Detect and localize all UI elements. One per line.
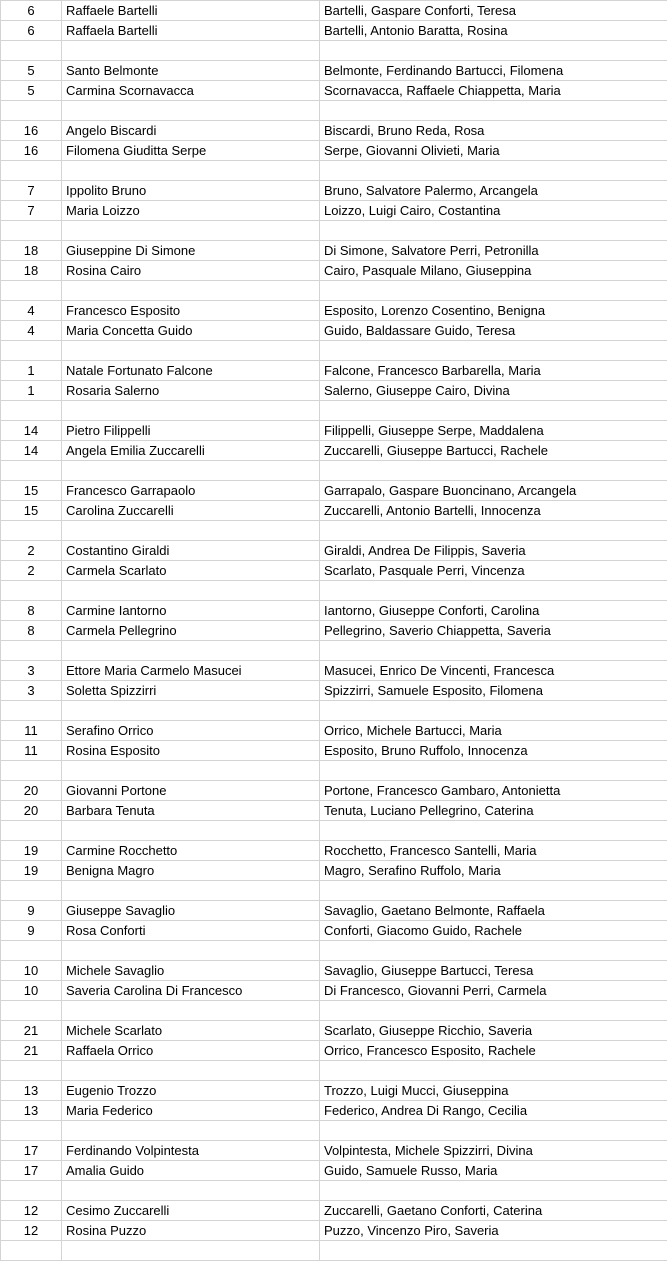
couple-number-cell[interactable]: 8	[1, 621, 62, 641]
table-row	[1, 961, 667, 981]
parents-names-cell[interactable]: Magro, Serafino Ruffolo, Maria	[320, 861, 667, 881]
parents-names-cell[interactable]	[320, 161, 667, 181]
table-row	[1, 1021, 667, 1041]
person-name-cell[interactable]	[62, 1061, 320, 1081]
table-row	[1, 421, 667, 441]
parents-names-cell[interactable]	[320, 1121, 667, 1141]
parents-names-cell[interactable]	[320, 401, 667, 421]
blank-row	[1, 821, 667, 841]
blank-row	[1, 1121, 667, 1141]
couple-number-cell[interactable]: 4	[1, 301, 62, 321]
couple-number-cell[interactable]: 14	[1, 441, 62, 461]
couple-number-cell[interactable]	[1, 161, 62, 181]
couple-number-cell[interactable]: 5	[1, 61, 62, 81]
parents-names-cell[interactable]: Federico, Andrea Di Rango, Cecilia	[320, 1101, 667, 1121]
parents-names-cell[interactable]: Rocchetto, Francesco Santelli, Maria	[320, 841, 667, 861]
parents-names-cell[interactable]: Zuccarelli, Gaetano Conforti, Caterina	[320, 1201, 667, 1221]
table-row	[1, 981, 667, 1001]
person-name-cell[interactable]: Barbara Tenuta	[62, 801, 320, 821]
person-name-cell[interactable]: Francesco Garrapaolo	[62, 481, 320, 501]
person-name-cell[interactable]: Ferdinando Volpintesta	[62, 1141, 320, 1161]
parents-names-cell[interactable]: Trozzo, Luigi Mucci, Giuseppina	[320, 1081, 667, 1101]
parents-names-cell[interactable]: Cairo, Pasquale Milano, Giuseppina	[320, 261, 667, 281]
person-name-cell[interactable]: Michele Savaglio	[62, 961, 320, 981]
person-name-cell[interactable]	[62, 521, 320, 541]
couple-number-cell[interactable]	[1, 641, 62, 661]
couple-number-cell[interactable]: 12	[1, 1221, 62, 1241]
parents-names-cell[interactable]	[320, 701, 667, 721]
table-row	[1, 661, 667, 681]
blank-row	[1, 941, 667, 961]
blank-row	[1, 1061, 667, 1081]
person-name-cell[interactable]: Maria Loizzo	[62, 201, 320, 221]
person-name-cell[interactable]: Giovanni Portone	[62, 781, 320, 801]
parents-names-cell[interactable]: Garrapalo, Gaspare Buoncinano, Arcangela	[320, 481, 667, 501]
person-name-cell[interactable]: Benigna Magro	[62, 861, 320, 881]
person-name-cell[interactable]	[62, 341, 320, 361]
parents-names-cell[interactable]: Falcone, Francesco Barbarella, Maria	[320, 361, 667, 381]
couple-number-cell[interactable]: 9	[1, 901, 62, 921]
person-name-cell[interactable]	[62, 401, 320, 421]
table-row	[1, 841, 667, 861]
table-row	[1, 441, 667, 461]
table-row	[1, 81, 667, 101]
blank-row	[1, 521, 667, 541]
table-row	[1, 1201, 667, 1221]
couple-number-cell[interactable]	[1, 281, 62, 301]
blank-row	[1, 701, 667, 721]
couple-number-cell[interactable]	[1, 881, 62, 901]
couple-number-cell[interactable]: 15	[1, 481, 62, 501]
table-row	[1, 601, 667, 621]
parents-names-cell[interactable]	[320, 341, 667, 361]
couple-number-cell[interactable]: 1	[1, 361, 62, 381]
parents-names-cell[interactable]: Savaglio, Gaetano Belmonte, Raffaela	[320, 901, 667, 921]
parents-names-cell[interactable]	[320, 1181, 667, 1201]
parents-names-cell[interactable]: Giraldi, Andrea De Filippis, Saveria	[320, 541, 667, 561]
parents-names-cell[interactable]: Di Simone, Salvatore Perri, Petronilla	[320, 241, 667, 261]
couple-number-cell[interactable]: 5	[1, 81, 62, 101]
parents-names-cell[interactable]: Spizzirri, Samuele Esposito, Filomena	[320, 681, 667, 701]
couple-number-cell[interactable]	[1, 401, 62, 421]
couple-number-cell[interactable]: 9	[1, 921, 62, 941]
table-row	[1, 1221, 667, 1241]
parents-names-cell[interactable]: Orrico, Michele Bartucci, Maria	[320, 721, 667, 741]
person-name-cell[interactable]: Natale Fortunato Falcone	[62, 361, 320, 381]
table-row	[1, 901, 667, 921]
person-name-cell[interactable]: Giuseppe Savaglio	[62, 901, 320, 921]
blank-row	[1, 881, 667, 901]
person-name-cell[interactable]	[62, 1241, 320, 1261]
couple-number-cell[interactable]: 3	[1, 681, 62, 701]
couple-number-cell[interactable]: 20	[1, 781, 62, 801]
person-name-cell[interactable]: Raffaele Bartelli	[62, 1, 320, 21]
table-row	[1, 121, 667, 141]
table-row	[1, 201, 667, 221]
blank-row	[1, 761, 667, 781]
parents-names-cell[interactable]	[320, 821, 667, 841]
blank-row	[1, 1001, 667, 1021]
parents-names-cell[interactable]: Di Francesco, Giovanni Perri, Carmela	[320, 981, 667, 1001]
table-row	[1, 21, 667, 41]
person-name-cell[interactable]: Maria Concetta Guido	[62, 321, 320, 341]
parents-names-cell[interactable]: Zuccarelli, Giuseppe Bartucci, Rachele	[320, 441, 667, 461]
table-row	[1, 181, 667, 201]
couple-number-cell[interactable]: 18	[1, 241, 62, 261]
person-name-cell[interactable]	[62, 761, 320, 781]
person-name-cell[interactable]: Cesimo Zuccarelli	[62, 1201, 320, 1221]
person-name-cell[interactable]: Rosaria Salerno	[62, 381, 320, 401]
blank-row	[1, 461, 667, 481]
parents-names-cell[interactable]: Scarlato, Giuseppe Ricchio, Saveria	[320, 1021, 667, 1041]
person-name-cell[interactable]	[62, 701, 320, 721]
couple-number-cell[interactable]: 6	[1, 21, 62, 41]
parents-names-cell[interactable]: Orrico, Francesco Esposito, Rachele	[320, 1041, 667, 1061]
couple-number-cell[interactable]: 13	[1, 1081, 62, 1101]
parents-names-cell[interactable]: Masucei, Enrico De Vincenti, Francesca	[320, 661, 667, 681]
person-name-cell[interactable]: Rosina Cairo	[62, 261, 320, 281]
person-name-cell[interactable]	[62, 101, 320, 121]
table-row	[1, 141, 667, 161]
table-row	[1, 921, 667, 941]
couple-number-cell[interactable]	[1, 1181, 62, 1201]
person-name-cell[interactable]	[62, 1001, 320, 1021]
person-name-cell[interactable]: Carolina Zuccarelli	[62, 501, 320, 521]
couple-number-cell[interactable]: 11	[1, 741, 62, 761]
blank-row	[1, 221, 667, 241]
table-row	[1, 1, 667, 21]
parents-names-cell[interactable]: Portone, Francesco Gambaro, Antonietta	[320, 781, 667, 801]
person-name-cell[interactable]: Angelo Biscardi	[62, 121, 320, 141]
blank-row	[1, 641, 667, 661]
parents-names-cell[interactable]: Guido, Samuele Russo, Maria	[320, 1161, 667, 1181]
couple-number-cell[interactable]: 7	[1, 181, 62, 201]
couple-number-cell[interactable]	[1, 1061, 62, 1081]
couple-number-cell[interactable]: 17	[1, 1141, 62, 1161]
person-name-cell[interactable]	[62, 881, 320, 901]
person-name-cell[interactable]: Giuseppine Di Simone	[62, 241, 320, 261]
couple-number-cell[interactable]: 14	[1, 421, 62, 441]
blank-row	[1, 341, 667, 361]
parents-names-cell[interactable]	[320, 761, 667, 781]
parents-names-cell[interactable]: Bartelli, Gaspare Conforti, Teresa	[320, 1, 667, 21]
couple-number-cell[interactable]: 3	[1, 661, 62, 681]
person-name-cell[interactable]	[62, 41, 320, 61]
couple-number-cell[interactable]: 11	[1, 721, 62, 741]
table-row	[1, 381, 667, 401]
blank-row	[1, 41, 667, 61]
parents-names-cell[interactable]: Puzzo, Vincenzo Piro, Saveria	[320, 1221, 667, 1241]
couple-number-cell[interactable]: 2	[1, 561, 62, 581]
parents-names-cell[interactable]: Zuccarelli, Antonio Bartelli, Innocenza	[320, 501, 667, 521]
table-row	[1, 621, 667, 641]
parents-names-cell[interactable]: Esposito, Bruno Ruffolo, Innocenza	[320, 741, 667, 761]
parents-names-cell[interactable]	[320, 1241, 667, 1261]
couple-number-cell[interactable]	[1, 941, 62, 961]
couple-number-cell[interactable]: 16	[1, 141, 62, 161]
table-row	[1, 481, 667, 501]
table-row	[1, 681, 667, 701]
parents-names-cell[interactable]: Belmonte, Ferdinando Bartucci, Filomena	[320, 61, 667, 81]
person-name-cell[interactable]: Carmina Scornavacca	[62, 81, 320, 101]
couple-number-cell[interactable]	[1, 341, 62, 361]
parents-names-cell[interactable]: Tenuta, Luciano Pellegrino, Caterina	[320, 801, 667, 821]
table-row	[1, 1041, 667, 1061]
person-name-cell[interactable]	[62, 641, 320, 661]
person-name-cell[interactable]	[62, 221, 320, 241]
table-row	[1, 1101, 667, 1121]
person-name-cell[interactable]	[62, 281, 320, 301]
person-name-cell[interactable]	[62, 941, 320, 961]
parents-names-cell[interactable]	[320, 461, 667, 481]
couple-number-cell[interactable]: 10	[1, 981, 62, 1001]
parents-names-cell[interactable]	[320, 221, 667, 241]
person-name-cell[interactable]: Rosa Conforti	[62, 921, 320, 941]
table-row	[1, 781, 667, 801]
person-name-cell[interactable]	[62, 161, 320, 181]
table-row	[1, 361, 667, 381]
parents-names-cell[interactable]	[320, 521, 667, 541]
person-name-cell[interactable]: Angela Emilia Zuccarelli	[62, 441, 320, 461]
person-name-cell[interactable]	[62, 821, 320, 841]
table-row	[1, 241, 667, 261]
parents-names-cell[interactable]: Salerno, Giuseppe Cairo, Divina	[320, 381, 667, 401]
couple-number-cell[interactable]: 19	[1, 861, 62, 881]
blank-row	[1, 101, 667, 121]
person-name-cell[interactable]	[62, 1121, 320, 1141]
blank-row	[1, 1241, 667, 1261]
parents-names-cell[interactable]: Esposito, Lorenzo Cosentino, Benigna	[320, 301, 667, 321]
parents-names-cell[interactable]	[320, 41, 667, 61]
person-name-cell[interactable]: Saveria Carolina Di Francesco	[62, 981, 320, 1001]
person-name-cell[interactable]: Maria Federico	[62, 1101, 320, 1121]
table-row	[1, 1081, 667, 1101]
couple-number-cell[interactable]: 20	[1, 801, 62, 821]
parents-names-cell[interactable]: Savaglio, Giuseppe Bartucci, Teresa	[320, 961, 667, 981]
table-row	[1, 261, 667, 281]
parents-names-cell[interactable]: Guido, Baldassare Guido, Teresa	[320, 321, 667, 341]
person-name-cell[interactable]: Serafino Orrico	[62, 721, 320, 741]
parents-names-cell[interactable]: Volpintesta, Michele Spizzirri, Divina	[320, 1141, 667, 1161]
person-name-cell[interactable]	[62, 581, 320, 601]
parents-names-cell[interactable]: Loizzo, Luigi Cairo, Costantina	[320, 201, 667, 221]
couple-number-cell[interactable]	[1, 1001, 62, 1021]
person-name-cell[interactable]: Francesco Esposito	[62, 301, 320, 321]
parents-names-cell[interactable]: Bruno, Salvatore Palermo, Arcangela	[320, 181, 667, 201]
couple-number-cell[interactable]	[1, 221, 62, 241]
person-name-cell[interactable]: Pietro Filippelli	[62, 421, 320, 441]
couple-number-cell[interactable]: 10	[1, 961, 62, 981]
couple-number-cell[interactable]: 21	[1, 1021, 62, 1041]
table-row	[1, 861, 667, 881]
couple-number-cell[interactable]: 18	[1, 261, 62, 281]
parents-names-cell[interactable]	[320, 1061, 667, 1081]
blank-row	[1, 581, 667, 601]
parents-names-cell[interactable]: Scarlato, Pasquale Perri, Vincenza	[320, 561, 667, 581]
table-row	[1, 1141, 667, 1161]
table-row	[1, 61, 667, 81]
parents-names-cell[interactable]: Bartelli, Antonio Baratta, Rosina	[320, 21, 667, 41]
blank-row	[1, 1181, 667, 1201]
person-name-cell[interactable]: Michele Scarlato	[62, 1021, 320, 1041]
parents-names-cell[interactable]: Scornavacca, Raffaele Chiappetta, Maria	[320, 81, 667, 101]
person-name-cell[interactable]: Costantino Giraldi	[62, 541, 320, 561]
couple-number-cell[interactable]	[1, 521, 62, 541]
couple-number-cell[interactable]: 12	[1, 1201, 62, 1221]
parents-names-cell[interactable]	[320, 581, 667, 601]
couple-number-cell[interactable]	[1, 101, 62, 121]
person-name-cell[interactable]	[62, 461, 320, 481]
parents-names-cell[interactable]	[320, 281, 667, 301]
person-name-cell[interactable]: Ippolito Bruno	[62, 181, 320, 201]
person-name-cell[interactable]: Rosina Esposito	[62, 741, 320, 761]
couple-number-cell[interactable]: 21	[1, 1041, 62, 1061]
couple-number-cell[interactable]	[1, 1121, 62, 1141]
table-row	[1, 561, 667, 581]
table-row	[1, 801, 667, 821]
couple-number-cell[interactable]	[1, 701, 62, 721]
person-name-cell[interactable]: Soletta Spizzirri	[62, 681, 320, 701]
person-name-cell[interactable]: Carmine Rocchetto	[62, 841, 320, 861]
couple-number-cell[interactable]: 13	[1, 1101, 62, 1121]
couple-number-cell[interactable]: 1	[1, 381, 62, 401]
couple-number-cell[interactable]: 15	[1, 501, 62, 521]
blank-row	[1, 281, 667, 301]
person-name-cell[interactable]	[62, 1181, 320, 1201]
person-name-cell[interactable]: Carmine Iantorno	[62, 601, 320, 621]
parents-names-cell[interactable]	[320, 881, 667, 901]
couple-number-cell[interactable]	[1, 821, 62, 841]
couple-number-cell[interactable]	[1, 761, 62, 781]
parents-names-cell[interactable]: Serpe, Giovanni Olivieti, Maria	[320, 141, 667, 161]
parents-names-cell[interactable]: Biscardi, Bruno Reda, Rosa	[320, 121, 667, 141]
person-name-cell[interactable]: Amalia Guido	[62, 1161, 320, 1181]
couple-number-cell[interactable]	[1, 1241, 62, 1261]
parents-names-cell[interactable]: Conforti, Giacomo Guido, Rachele	[320, 921, 667, 941]
table-row	[1, 541, 667, 561]
couple-number-cell[interactable]: 4	[1, 321, 62, 341]
blank-row	[1, 161, 667, 181]
person-name-cell[interactable]: Santo Belmonte	[62, 61, 320, 81]
couple-number-cell[interactable]	[1, 41, 62, 61]
person-name-cell[interactable]: Filomena Giuditta Serpe	[62, 141, 320, 161]
parents-names-cell[interactable]	[320, 641, 667, 661]
person-name-cell[interactable]: Raffaela Bartelli	[62, 21, 320, 41]
table-row	[1, 721, 667, 741]
table-row	[1, 1161, 667, 1181]
parents-names-cell[interactable]	[320, 101, 667, 121]
person-name-cell[interactable]: Ettore Maria Carmelo Masucei	[62, 661, 320, 681]
person-name-cell[interactable]: Carmela Scarlato	[62, 561, 320, 581]
couple-number-cell[interactable]: 8	[1, 601, 62, 621]
person-name-cell[interactable]: Rosina Puzzo	[62, 1221, 320, 1241]
couple-number-cell[interactable]: 16	[1, 121, 62, 141]
couple-number-cell[interactable]: 17	[1, 1161, 62, 1181]
parents-names-cell[interactable]: Pellegrino, Saverio Chiappetta, Saveria	[320, 621, 667, 641]
person-name-cell[interactable]: Raffaela Orrico	[62, 1041, 320, 1061]
couple-number-cell[interactable]: 6	[1, 1, 62, 21]
person-name-cell[interactable]: Carmela Pellegrino	[62, 621, 320, 641]
table-row	[1, 501, 667, 521]
table-row	[1, 741, 667, 761]
couple-number-cell[interactable]: 7	[1, 201, 62, 221]
person-name-cell[interactable]: Eugenio Trozzo	[62, 1081, 320, 1101]
couple-number-cell[interactable]: 19	[1, 841, 62, 861]
table-row	[1, 301, 667, 321]
couple-number-cell[interactable]: 2	[1, 541, 62, 561]
parents-names-cell[interactable]	[320, 1001, 667, 1021]
parents-names-cell[interactable]: Filippelli, Giuseppe Serpe, Maddalena	[320, 421, 667, 441]
parents-names-cell[interactable]	[320, 941, 667, 961]
parents-names-cell[interactable]: Iantorno, Giuseppe Conforti, Carolina	[320, 601, 667, 621]
spreadsheet-body	[1, 1, 667, 1261]
blank-row	[1, 401, 667, 421]
table-row	[1, 321, 667, 341]
couple-number-cell[interactable]	[1, 461, 62, 481]
couple-number-cell[interactable]	[1, 581, 62, 601]
